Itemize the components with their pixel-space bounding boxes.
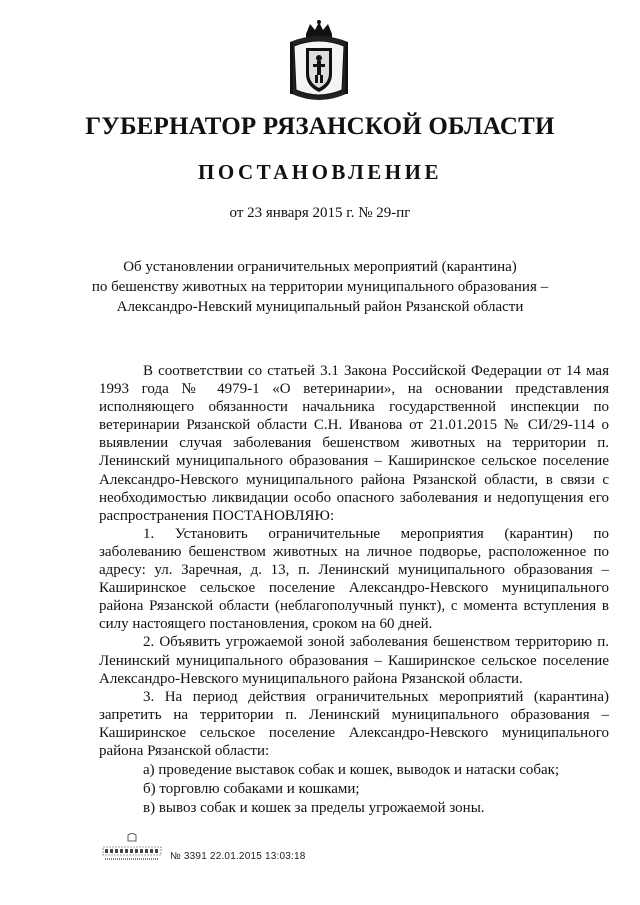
preamble-paragraph: В соответствии со статьей 3.1 Закона Российской Федерации от 14 мая 1993 года № 4979-1 «О ветеринарии», на основании представления исполняющего обязанности начальника государственной инспекции по ветеринарии Рязанской области С.Н. Иванова от 21.01.2015 № СИ/29-114 о выявлении случая заболевания бешенством животных на территории п. Ленинский муниципального образования – Каширинское сельское поселение Александро-Невского муниципального района Рязанской области, в связи с необходимостью ликвидации особо опасного заболевания и недопущения его распространения ПОСТАНОВЛЯЮ: xyxy=(99,363,609,524)
registration-stamp-icon xyxy=(101,833,163,863)
subitem-b: б) торговлю собаками и кошками; xyxy=(143,781,360,798)
item-2-paragraph: 2. Объявить угрожаемой зоной заболевания бешенством территорию п. Ленинский муниципального образования – Каширинское сельское поселение Александро-Невского муниципального района Рязанской области. xyxy=(99,634,609,687)
document-date-number: от 23 января 2015 г. № 29-пг xyxy=(229,205,411,221)
document-type: ПОСТАНОВЛЕНИЕ xyxy=(198,160,442,184)
subject-line: Об установлении ограничительных мероприятий (карантина) xyxy=(123,259,517,275)
subitem-a: а) проведение выставок собак и кошек, выводок и натаски собак; xyxy=(143,762,560,779)
document-subject xyxy=(80,257,560,317)
subject-line: по бешенству животных на территории муниципального образования – xyxy=(91,279,549,295)
item-1-paragraph: 1. Установить ограничительные мероприятия (карантин) по заболеванию бешенством животных на личное подворье, расположенное по адресу: ул. Заречная, д. 13, п. Ленинский муниципального образования – Каширинское сельское поселение Александро-Невского муниципального района Рязанской области (неблагополучный пункт), с момента вступления в силу настоящего постановления, сроком на 60 дней. xyxy=(99,525,609,633)
subject-line: Александро-Невский муниципальный район Рязанской области xyxy=(116,299,524,315)
subitem-c: в) вывоз собак и кошек за пределы угрожаемой зоны. xyxy=(143,800,485,817)
item-3-paragraph: 3. На период действия ограничительных мероприятий (карантина) запретить на территории п. Ленинский муниципального образования – Каширинское сельское поселение Александро-Невского муниципального района Рязанской области: xyxy=(99,688,609,759)
registration-number: № 3391 22.01.2015 13:03:18 xyxy=(170,851,306,862)
governor-title: ГУБЕРНАТОР РЯЗАНСКОЙ ОБЛАСТИ xyxy=(85,113,555,140)
document-body xyxy=(99,362,609,817)
coat-of-arms-icon xyxy=(284,20,354,106)
